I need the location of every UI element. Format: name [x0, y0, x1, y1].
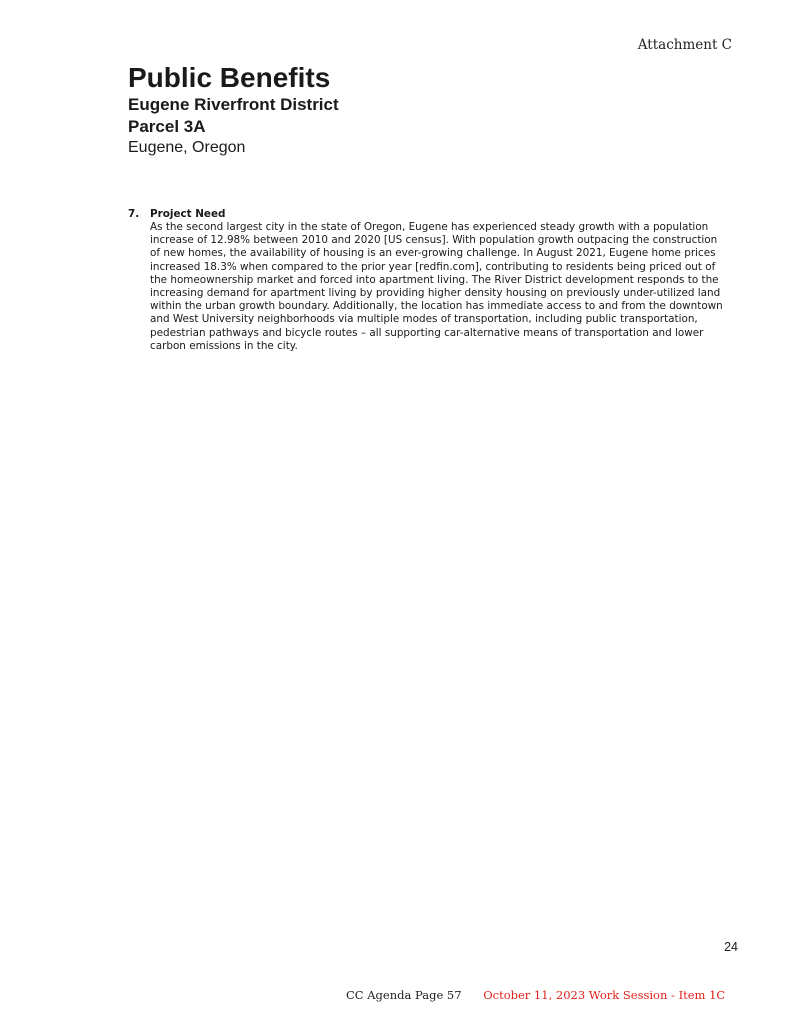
project-need-section	[128, 207, 728, 353]
district-subtitle: Eugene Riverfront District	[128, 95, 339, 114]
footer-session: October 11, 2023 Work Session - Item 1C	[483, 988, 726, 1002]
section-body-text: As the second largest city in the state of Oregon, Eugene has experienced steady growth with a population increase of 12.98% between 2010 and 2020 [US census]. With population growth outpacing the construction of new homes, the availability of housing is an ever-growing challenge. In August 2021, Eugene home prices increased 18.3% when compared to the prior year [redfin.com], contributing to residents being priced out of the homeownership market and forced into apartment living. The River District development responds to the increasing demand for apartment living by providing higher density housing on previously under-utilized land within the urban growth boundary. Additionally, the location has immediate access to and from the downtown and West University neighborhoods via multiple modes of transportation, including public transportation, pedestrian pathways and bicycle routes – all supporting car-alternative means of transportation and lower carbon emissions in the city.	[150, 221, 723, 352]
page-title: Public Benefits	[128, 62, 331, 93]
footer	[346, 988, 725, 1002]
attachment-label: Attachment C	[637, 37, 732, 53]
title-block	[128, 62, 339, 158]
parcel-subtitle: Parcel 3A	[128, 117, 206, 136]
page-number: 24	[724, 940, 738, 954]
footer-agenda-page: CC Agenda Page 57	[346, 988, 462, 1002]
section-number: 7.	[128, 208, 140, 220]
section-title: Project Need	[150, 208, 226, 220]
city-subtitle: Eugene, Oregon	[128, 139, 246, 156]
section-heading	[128, 207, 728, 221]
